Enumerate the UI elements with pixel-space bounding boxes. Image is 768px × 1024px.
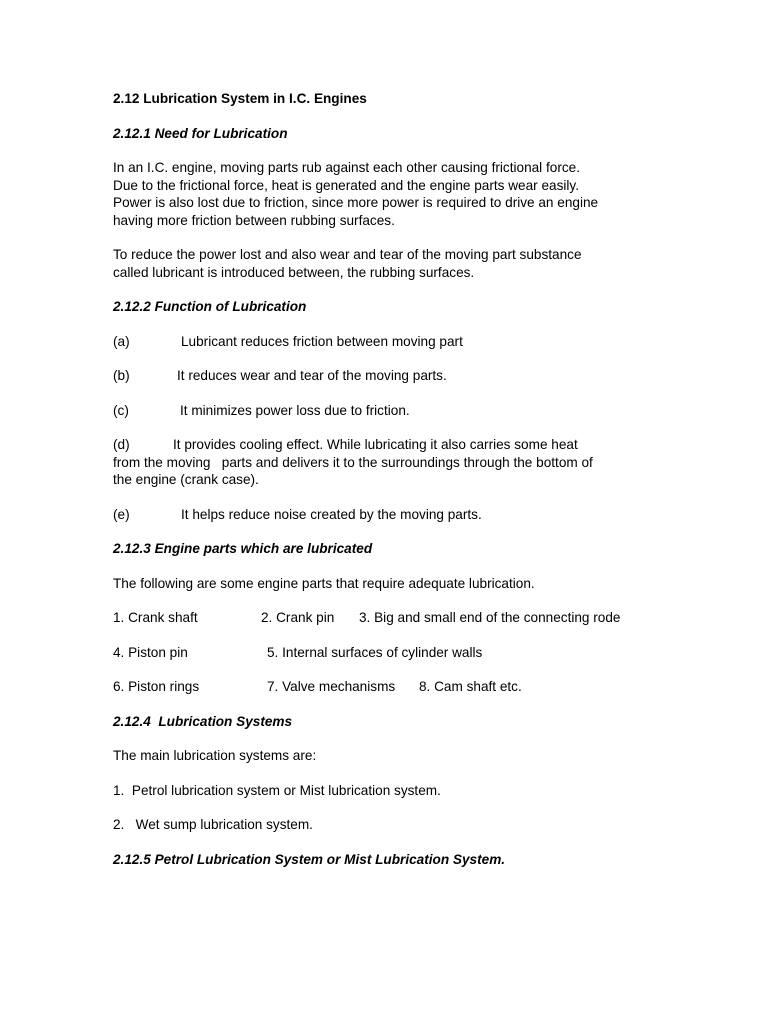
item-label: (d) (113, 437, 130, 452)
part-item: 4. Piston pin (113, 644, 188, 660)
heading-petrol-lubrication: 2.12.5 Petrol Lubrication System or Mist Lubrication System. (113, 851, 506, 867)
item-label: (c) (113, 402, 129, 418)
parts-row-3 (113, 678, 658, 696)
section-title: 2.12 Lubrication System in I.C. Engines (113, 91, 367, 106)
para-line: Power is also lost due to friction, since more power is required to drive an engine (113, 195, 599, 210)
function-item-b (113, 367, 658, 385)
item-label: (b) (113, 368, 130, 383)
document-page (113, 90, 658, 885)
heading-function-of-lubrication: 2.12.2 Function of Lubrication (113, 299, 307, 314)
item-text: It minimizes power loss due to friction. (180, 402, 410, 418)
item-text: It helps reduce noise created by the moving parts. (181, 506, 482, 522)
parts-row-1 (113, 609, 658, 627)
part-item: 3. Big and small end of the connecting rode (359, 610, 621, 625)
para-line: In an I.C. engine, moving parts rub against each other causing frictional force. (113, 160, 580, 175)
paragraph-reduce (113, 246, 658, 281)
item-text: It reduces wear and tear of the moving parts. (177, 368, 447, 383)
item-text-continued: from the moving parts and delivers it to the surroundings through the bottom of (113, 454, 593, 470)
heading-need-for-lubrication: 2.12.1 Need for Lubrication (113, 125, 288, 141)
para-line: called lubricant is introduced between, the rubbing surfaces. (113, 264, 475, 280)
part-item: 8. Cam shaft etc. (419, 679, 522, 694)
systems-intro: The main lubrication systems are: (113, 748, 317, 763)
paragraph-need (113, 159, 658, 229)
item-label: (a) (113, 333, 130, 349)
item-text: Lubricant reduces friction between moving part (181, 333, 463, 349)
item-text-continued: the engine (crank case). (113, 472, 259, 487)
parts-intro: The following are some engine parts that require adequate lubrication. (113, 575, 535, 591)
part-item: 7. Valve mechanisms (267, 679, 396, 694)
function-item-e (113, 506, 658, 524)
item-label: (e) (113, 506, 130, 522)
part-item: 5. Internal surfaces of cylinder walls (267, 644, 483, 660)
para-line: Due to the frictional force, heat is generated and the engine parts wear easily. (113, 177, 579, 193)
system-item: 1. Petrol lubrication system or Mist lubrication system. (113, 782, 441, 798)
function-item-d (113, 436, 658, 489)
part-item: 2. Crank pin (261, 610, 335, 625)
heading-lubrication-systems: 2.12.4 Lubrication Systems (113, 713, 293, 729)
item-text: It provides cooling effect. While lubricating it also carries some heat (173, 437, 578, 452)
parts-row-2 (113, 644, 658, 662)
part-item: 1. Crank shaft (113, 610, 198, 625)
function-item-a (113, 333, 658, 351)
para-line: having more friction between rubbing surfaces. (113, 212, 395, 228)
system-item: 2. Wet sump lubrication system. (113, 817, 313, 832)
part-item: 6. Piston rings (113, 679, 200, 694)
heading-engine-parts: 2.12.3 Engine parts which are lubricated (113, 541, 373, 556)
para-line: To reduce the power lost and also wear and tear of the moving part substance (113, 247, 582, 262)
function-item-c (113, 402, 658, 420)
